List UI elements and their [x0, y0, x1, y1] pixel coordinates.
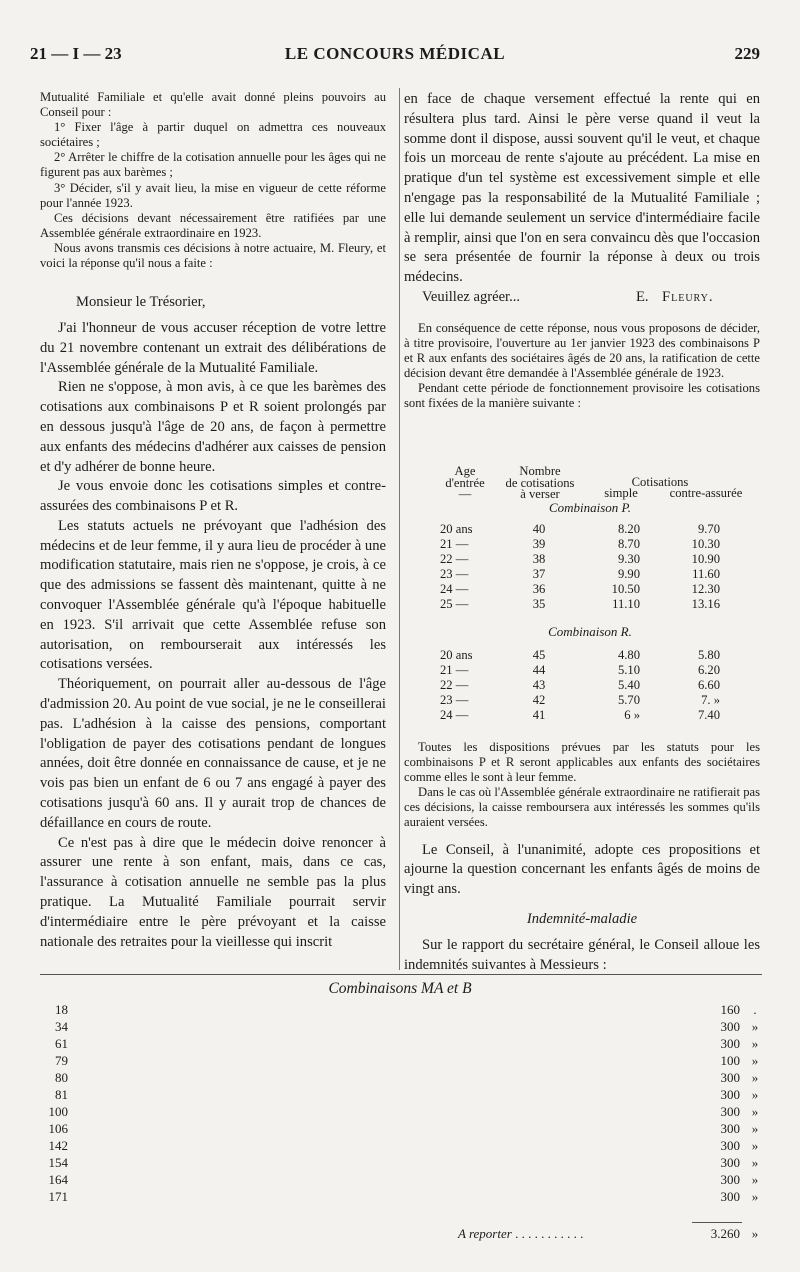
- list-item: 18 160 .: [55, 1002, 757, 1017]
- indemnites-title: Combinaisons MA et B: [328, 980, 472, 997]
- left-column: [40, 90, 386, 952]
- list-item: 171 300 »: [48, 1189, 759, 1204]
- report-line: [0, 1226, 800, 1244]
- letter-paragraph: J'ai l'honneur de vous accuser réception de votre lettre du 21 novembre contenant un extrait des délibérations de l'Assemblée générale de la Mutualité Familiale.: [40, 319, 386, 376]
- table-row: 20 ans 45 4.80 5.80: [440, 648, 720, 662]
- report-mark: »: [751, 1226, 759, 1241]
- letter-continuation: en face de chaque versement effectué la rente qui en résultera plus tard. Ainsi le père verse quand il veut la somme dont il dispose, aussi souvent qu'il le veut, et chaque fois un morceau de rente s'ajoute au précédent. La mise en pratique d'un tel système est excessivement simple et elle n'engage pas la responsabilité de la Mutualité Familiale ; elle lui demande seulement un service d'intermédiaire facile à remplir, ainsi que l'on en sera convaincu dès que l'occasion se sera présentée de fournir la réponse à deux ou trois médecins.: [404, 91, 760, 286]
- list-item: 154 300 »: [48, 1155, 759, 1170]
- page-header: [30, 44, 760, 70]
- list-item: 80 300 »: [55, 1070, 759, 1085]
- letter-paragraph: Ce n'est pas à dire que le médecin doive renoncer à assurer une rente à son enfant, mais, dans ce cas, l'assurance à cotisation annuelle ne semble pas la plus pratique. La Mutualité Familiale pourrait servir d'intermédiaire entre le père prévoyant et la caisse nationale des retraites pour la vieillesse qui inscrit: [40, 834, 386, 950]
- column-divider: [399, 88, 400, 970]
- signature-initial: E.: [636, 288, 649, 305]
- table-row: 22 — 38 9.30 10.90: [440, 552, 720, 566]
- section-title: Indemnité-maladie: [526, 910, 638, 927]
- intro-ratification: Ces décisions devant nécessairement être ratifiées par une Assemblée générale extraordinaire en 1923.: [40, 210, 386, 240]
- header-age: Age d'entrée —: [445, 464, 485, 501]
- table-row: 24 — 41 6 » 7.40: [440, 708, 720, 722]
- list-item: 34 300 »: [55, 1019, 759, 1034]
- report-label: A reporter . . .: [458, 1226, 583, 1242]
- page-number: 229: [734, 44, 760, 63]
- conseil-decision: Le Conseil, à l'unanimité, adopte ces propositions et ajourne la question concernant les enfants âgés de moins de vingt ans.: [404, 841, 760, 898]
- right-column-lower: [404, 740, 760, 975]
- intro-paragraph: Mutualité Familiale et qu'elle avait donné pleins pouvoirs au Conseil pour :: [40, 90, 386, 120]
- list-item: 142 300 »: [48, 1138, 759, 1153]
- group-title-p: Combinaison P.: [548, 500, 632, 515]
- list-item: 61 300 »: [55, 1036, 759, 1051]
- table-row: 21 — 39 8.70 10.30: [440, 537, 720, 551]
- intro-block: [40, 90, 386, 271]
- right-column: [404, 90, 760, 412]
- intro-actuary: Nous avons transmis ces décisions à notre actuaire, M. Fleury, et voici la réponse qu'il nous a faite :: [40, 240, 386, 271]
- list-item: 164 300 »: [48, 1172, 759, 1187]
- intro-item-2: 2° Arrêter le chiffre de la cotisation annuelle pour les âges qui ne figurent pas aux barèmes ;: [40, 150, 386, 180]
- letter-closing: [404, 288, 760, 310]
- list-item: 79 100 »: [55, 1053, 759, 1068]
- table-row: 21 — 44 5.10 6.20: [440, 663, 720, 677]
- table-row: 23 — 37 9.90 11.60: [440, 567, 720, 581]
- dispositions-paragraph: Dans le cas où l'Assemblée générale extraordinaire ne ratifierait pas ces décisions, la caisse remboursera aux intéressés les sommes qu'ils auraient versées.: [404, 785, 760, 830]
- consequence-paragraph: Pendant cette période de fonctionnement provisoire les cotisations sont fixées de la manière suivante :: [404, 381, 760, 411]
- table-row: 20 ans 40 8.20 9.70: [440, 522, 720, 536]
- table-row: 22 — 43 5.40 6.60: [440, 678, 720, 692]
- table-row: 24 — 36 10.50 12.30: [440, 582, 720, 596]
- header-cotisations: Cotisations: [631, 475, 689, 489]
- intro-item-3: 3° Décider, s'il y avait lieu, la mise en vigueur de cette réforme pour l'année 1923.: [40, 180, 386, 210]
- letter-paragraph: Les statuts actuels ne prévoyant que l'adhésion des médecins et de leur femme, il y aura lieu de procéder à une modification statutaire, mais rien ne s'oppose, je crois, à ce que des admissions se fassent dès maintenant, quitte à ne convoquer l'Assemblée générale qu'à l'époque habituelle en 1923. S'il arrivait que cette Assemblée refuse son autorisation, on rembourserait aux intéressés les cotisations versées.: [40, 517, 386, 673]
- table-row: 25 — 35 11.10 13.16: [440, 597, 720, 611]
- header-contre: contre-assurée: [669, 486, 743, 500]
- section-divider: [40, 974, 762, 975]
- header-nombre: Nombre de cotisations à verser: [505, 464, 575, 501]
- consequence-block: [404, 321, 760, 412]
- letter-paragraph: Théoriquement, on pourrait aller au-dessous de l'âge d'admission 20. Au point de vue social, je ne le conseillerai pas. L'adhésion à la caisse des pensions, comportant l'obligation de payer des cotisations pendant de longues années, doit être donnée en connaissance de cause, et je ne vois pas bien un enfant de 6 ou 7 ans engagé à payer des cotisations jusqu'à 60 ans. Il y aurait trop de chances de défaillance en cours de route.: [40, 676, 386, 831]
- consequence-paragraph: En conséquence de cette réponse, nous vous proposons de décider, à titre provisoire, l'ouverture au 1er janvier 1923 des combinaisons P et R aux enfants des sociétaires âgés de 20 ans, la ratification de cette décision devant être demandée à l'Assemblée générale de 1923.: [404, 320, 760, 381]
- total-rule: [692, 1222, 742, 1223]
- list-item: 81 300 »: [55, 1087, 759, 1102]
- dispositions-paragraph: Toutes les dispositions prévues par les statuts pour les combinaisons P et R seront applicables aux enfants des sociétaires comme elles le sont à leur femme.: [404, 740, 760, 785]
- letter-salutation: Monsieur le Trésorier,: [76, 294, 206, 311]
- header-simple: simple: [604, 486, 638, 500]
- signature-name: Fleury.: [662, 288, 714, 305]
- list-item: 100 300 »: [48, 1104, 759, 1119]
- report-amount: 3.260: [710, 1226, 740, 1241]
- letter-paragraph: Je vous envoie donc les cotisations simples et contre-assurées des combinaisons P et R.: [40, 478, 386, 515]
- dispositions-block: [404, 740, 760, 831]
- rapport-paragraph: Sur le rapport du secrétaire général, le Conseil alloue les indemnités suivantes à Messieurs :: [404, 936, 760, 973]
- table-row: 23 — 42 5.70 7. »: [440, 693, 720, 707]
- letter-paragraph: Rien ne s'oppose, à mon avis, à ce que les barèmes des cotisations aux combinaisons P et R soient prolongés par en dessous jusqu'à l'âge de 20 ans, de façon à permettre aux enfants des médecins d'adhérer aux caisses de pension et d'y adhérer de bonne heure.: [40, 379, 386, 475]
- intro-item-1: 1° Fixer l'âge à partir duquel on admettra ces nouveaux sociétaires ;: [40, 120, 386, 150]
- letter-body: [40, 319, 386, 953]
- closing-formula: Veuillez agréer...: [422, 288, 521, 305]
- group-title-r: Combinaison R.: [548, 624, 632, 639]
- list-item: 106 300 »: [48, 1121, 759, 1136]
- header-date: 21 — I — 23: [30, 44, 122, 63]
- journal-title: LE CONCOURS MÉDICAL: [284, 44, 506, 63]
